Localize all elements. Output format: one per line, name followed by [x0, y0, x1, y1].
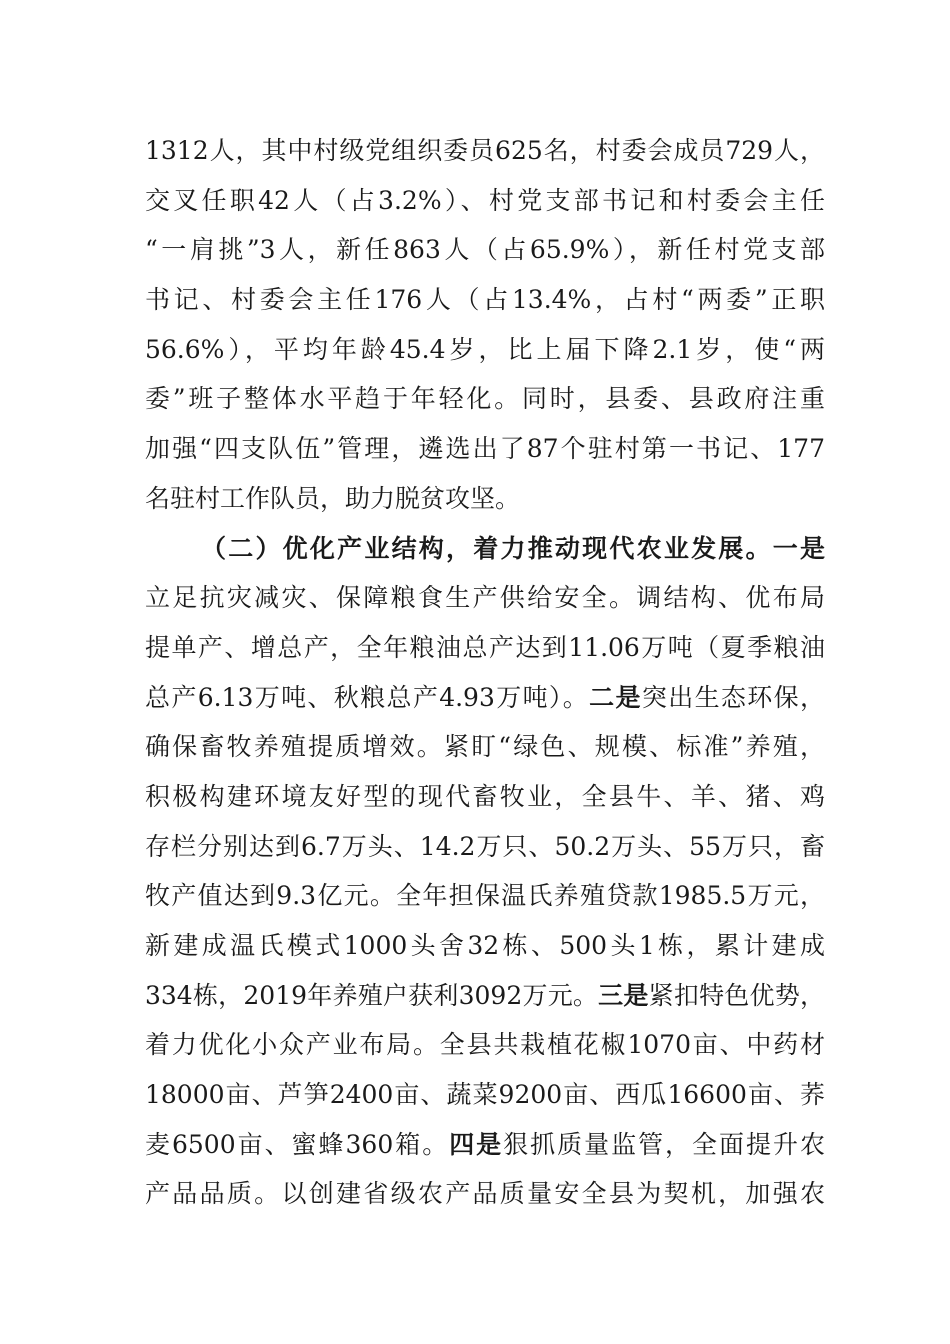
paragraph-2-line-5: 确保畜牧养殖提质增效。紧盯“绿色、规模、标准”养殖，: [145, 732, 825, 762]
paragraph-2-line-2: 立足抗灾减灾、保障粮食生产供给安全。调结构、优布局: [145, 583, 825, 613]
paragraph-2-line-1: [145, 524, 825, 574]
paragraph-2-line-14: 产品品质。以创建省级农产品质量安全县为契机，加强农: [145, 1179, 825, 1209]
text-segment: 334栋，2019年养殖户获利3092万元。: [145, 980, 599, 1010]
paragraph-1-line-6: 委”班子整体水平趋于年轻化。同时，县委、县政府注重: [145, 384, 825, 414]
paragraph-2-line-13: [145, 1120, 825, 1170]
paragraph-1-line-1: 1312人，其中村级党组织委员625名，村委会成员729人，: [145, 136, 825, 165]
text-segment: 突出生态环保，: [641, 682, 825, 712]
paragraph-2-line-9: 新建成温氏模式1000头舍32栋、500头1栋，累计建成: [145, 931, 825, 960]
paragraph-2-line-6: 积极构建环境友好型的现代畜牧业，全县牛、羊、猪、鸡: [145, 781, 825, 811]
point-marker-1: 一是: [772, 533, 825, 563]
paragraph-2-line-10: [145, 971, 825, 1021]
text-segment: 狠抓质量监管，全面提升农: [503, 1129, 825, 1159]
paragraph-2-line-8: 牧产值达到9.3亿元。全年担保温氏养殖贷款1985.5万元，: [145, 881, 825, 911]
paragraph-2-line-4: [145, 673, 825, 723]
point-marker-4: 四是: [449, 1129, 504, 1159]
section-heading: （二）优化产业结构，着力推动现代农业发展。: [201, 533, 773, 563]
paragraph-1-line-8: 名驻村工作队员，助力脱贫攻坚。: [145, 483, 521, 513]
point-marker-2: 二是: [589, 682, 642, 712]
paragraph-1-line-7: 加强“四支队伍”管理，遴选出了87个驻村第一书记、177: [145, 434, 825, 464]
text-segment: 麦6500亩、蜜蜂360箱。: [145, 1129, 450, 1159]
body-text: [145, 126, 825, 1219]
paragraph-2-line-11: 着力优化小众产业布局。全县共栽植花椒1070亩、中药材: [145, 1030, 825, 1060]
paragraph-1-line-2: 交叉任职42人（占3.2%）、村党支部书记和村委会主任: [145, 185, 825, 215]
paragraph-1-line-3: “一肩挑”3人，新任863人（占65.9%），新任村党支部: [145, 235, 825, 265]
text-segment: 总产6.13万吨、秋粮总产4.93万吨）。: [145, 682, 590, 712]
paragraph-2-line-7: 存栏分别达到6.7万头、14.2万只、50.2万头、55万只，畜: [145, 831, 825, 861]
point-marker-3: 三是: [598, 980, 649, 1010]
paragraph-1-line-4: 书记、村委会主任176人（占13.4%，占村“两委”正职: [145, 285, 825, 315]
paragraph-2-line-12: 18000亩、芦笋2400亩、蔬菜9200亩、西瓜16600亩、荞: [145, 1080, 825, 1110]
paragraph-2-line-3: 提单产、增总产，全年粮油总产达到11.06万吨（夏季粮油: [145, 632, 825, 662]
paragraph-1-line-5: 56.6%），平均年龄45.4岁，比上届下降2.1岁，使“两: [145, 334, 825, 364]
text-segment: 紧扣特色优势，: [648, 980, 825, 1010]
